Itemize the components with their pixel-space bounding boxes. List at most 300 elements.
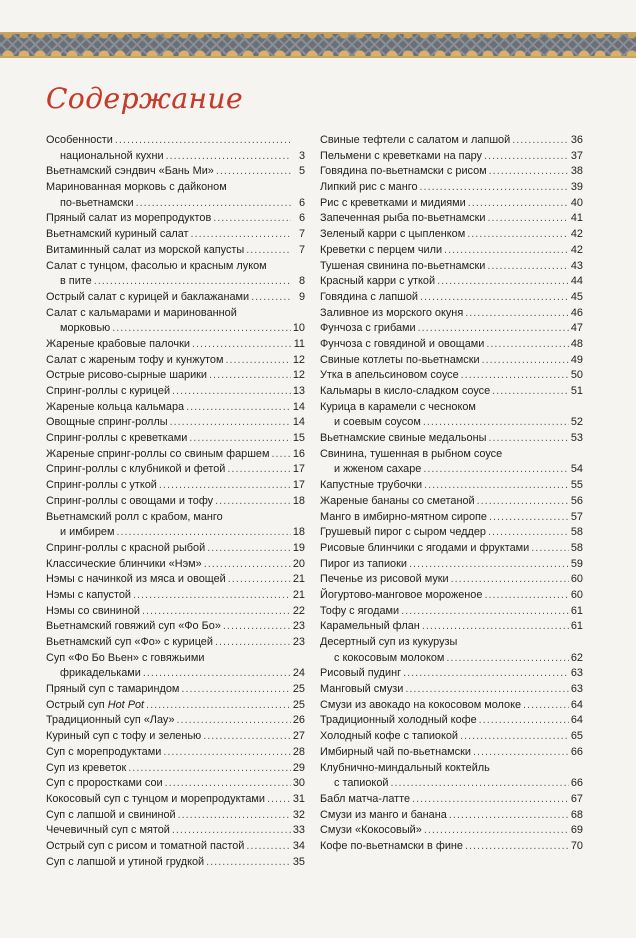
toc-entry-title: Пирог из тапиоки [320,557,407,570]
toc-leader-dots [209,368,291,384]
toc-entry-title: Имбирный чай по-вьетнамски [320,745,471,758]
toc-page-number: 14 [292,400,305,413]
toc-page-number: 6 [298,212,305,225]
toc-leader-dots [420,180,569,196]
toc-page-number: 25 [292,683,305,696]
toc-entry-title: Традиционный суп «Лау» [46,714,175,727]
toc-entry-title: Спринг-роллы с креветками [46,432,188,445]
toc-entry [46,274,305,290]
toc-page-number: 51 [570,385,583,397]
toc-leader-dots [488,431,568,447]
toc-entry-title: Запеченная рыба по-вьетнамски [320,212,486,225]
toc-page-number: 44 [570,275,583,288]
toc-entry-title: Чечевичный суп с мятой [46,824,170,837]
toc-entry-title: Острый суп с рисом и томатной пастой [46,839,245,852]
toc-entry-title: Суп из креветок [46,761,127,774]
toc-page-number: 42 [570,243,583,256]
toc-entry [320,478,583,494]
toc-leader-dots [465,839,569,855]
toc-leader-dots [136,196,291,212]
toc-page-number: 15 [292,432,305,445]
toc-entry [46,180,305,196]
toc-page-number: 21 [292,588,305,601]
toc-leader-dots [170,415,291,431]
toc-leader-dots [143,666,291,682]
toc-leader-dots [189,431,291,447]
toc-entry [46,384,305,400]
toc-entry-title: Салат с жареным тофу и кунжутом [46,353,224,366]
toc-page-number: 59 [570,557,583,570]
toc-entry [46,321,305,337]
toc-entry [46,164,305,180]
toc-leader-dots [465,306,569,322]
page-title: Содержание [46,82,244,115]
toc-page-number: 21 [292,573,305,586]
toc-leader-dots [424,823,569,839]
toc-page-number: 63 [570,667,583,680]
toc-entry-title: Говядина по-вьетнамски с рисом [320,165,487,178]
toc-entry [320,133,583,149]
toc-entry [46,572,305,588]
toc-entry [46,808,305,824]
toc-leader-dots [223,619,291,635]
toc-entry-title: Бабл матча-латте [320,792,411,805]
toc-entry-title: Спринг-роллы с овощами и тофу [46,494,214,507]
toc-leader-dots [477,494,569,510]
toc-entry-title: Салат с кальмарами и маринованной [46,306,237,319]
toc-page-number: 8 [298,275,305,288]
toc-leader-dots [531,541,569,557]
toc-entry-title: Острый суп Hot Pot [46,698,145,711]
toc-entry-title: с тапиокой [334,777,389,790]
toc-entry [320,698,583,714]
toc-page-number: 47 [570,322,583,335]
toc-entry [320,666,583,682]
toc-page-number: 45 [570,290,583,303]
toc-page-number: 12 [292,353,305,366]
toc-entry-title: Витаминный салат из морской капусты [46,243,245,256]
toc-leader-dots [486,337,569,353]
toc-leader-dots [467,227,569,243]
toc-entry [320,604,583,620]
toc-page-number: 31 [292,792,305,805]
toc-entry [46,651,305,667]
toc-entry-title: Зеленый карри с цыпленком [320,228,466,241]
toc-page-number: 55 [570,479,583,492]
toc-leader-dots [444,243,569,259]
toc-page-number: 3 [298,149,305,162]
toc-entry [46,510,305,526]
toc-entry-title: Маринованная морковь с дайконом [46,181,227,194]
toc-entry-title: Манго в имбирно-мятном сиропе [320,510,487,523]
toc-page-number: 33 [292,824,305,837]
toc-entry [46,415,305,431]
toc-page-number: 14 [292,416,305,429]
toc-leader-dots [418,321,569,337]
toc-leader-dots [420,290,569,306]
toc-entry [46,776,305,792]
toc-entry-title: Кофе по-вьетнамски в фине [320,839,463,852]
toc-entry-title: Тофу с ягодами [320,604,400,617]
toc-leader-dots [271,447,290,463]
toc-page-number: 64 [570,698,583,711]
toc-entry-title: Креветки с перцем чили [320,243,443,256]
toc-leader-dots [203,729,291,745]
toc-entry [320,761,583,777]
toc-entry [320,823,583,839]
toc-entry-title: Суп «Фо Бо Вьен» с говяжьими [46,651,205,664]
toc-page-number: 13 [292,385,305,397]
toc-page-number: 9 [298,290,305,303]
toc-entry [320,525,583,541]
toc-leader-dots [94,274,291,290]
toc-page-number: 65 [570,730,583,743]
toc-page-number: 34 [292,839,305,852]
toc-entry-title: Спринг-роллы с курицей [46,385,171,397]
toc-leader-dots [133,588,291,604]
toc-page-number: 20 [292,557,305,570]
toc-leader-dots [482,353,569,369]
toc-leader-dots [488,211,569,227]
toc-page-number: 26 [292,714,305,727]
toc-leader-dots [449,808,569,824]
toc-leader-dots [146,698,291,714]
toc-entry [46,525,305,541]
toc-entry-title: Нэмы с капустой [46,588,131,601]
toc-entry-title: Красный карри с уткой [320,275,436,288]
toc-entry [46,682,305,698]
toc-leader-dots [216,164,291,180]
toc-leader-dots [115,133,291,149]
toc-leader-dots [191,227,291,243]
toc-entry [320,462,583,478]
toc-leader-dots [227,462,290,478]
toc-leader-dots [251,290,291,306]
toc-entry-title: Утка в апельсиновом соусе [320,369,459,382]
toc-leader-dots [228,572,291,588]
toc-entry [320,541,583,557]
toc-entry [46,588,305,604]
toc-leader-dots [423,415,569,431]
toc-entry-title: Заливное из морского окуня [320,306,464,319]
toc-entry-title: Традиционный холодный кофе [320,714,477,727]
toc-page-number: 52 [570,416,583,429]
toc-column-right [320,133,583,855]
toc-entry [320,572,583,588]
toc-page-number: 62 [570,651,583,664]
toc-entry-title: Нэмы с начинкой из мяса и овощей [46,573,226,586]
toc-entry-title: Нэмы со свининой [46,604,140,617]
toc-entry-title: Острые рисово-сырные шарики [46,369,208,382]
toc-entry [320,651,583,667]
decorative-border-band [0,32,636,58]
toc-entry-title: морковью [60,322,111,335]
toc-entry [320,792,583,808]
toc-leader-dots [403,666,569,682]
toc-entry-title: Капустные трубочки [320,479,423,492]
toc-entry [46,431,305,447]
toc-entry-title: Фунчоза с говядиной и овощами [320,337,485,350]
toc-entry-title: Кальмары в кисло-сладком соусе [320,385,491,397]
toc-leader-dots [405,682,569,698]
toc-entry-title: Вьетнамский ролл с крабом, манго [46,510,223,523]
toc-entry [46,494,305,510]
toc-entry [320,776,583,792]
toc-leader-dots [451,572,569,588]
toc-leader-dots [246,839,291,855]
toc-entry [320,290,583,306]
toc-entry [46,792,305,808]
toc-entry-title: Вьетнамский суп «Фо» с курицей [46,636,213,648]
toc-entry-title: Рисовые блинчики с ягодами и фруктами [320,541,530,554]
toc-entry-title: Фунчоза с грибами [320,322,416,335]
toc-entry [46,259,305,275]
toc-entry-title: по-вьетнамски [60,196,134,209]
toc-entry [320,713,583,729]
toc-entry-title: Спринг-роллы с красной рыбой [46,541,206,554]
toc-entry-title: Вьетнамские свиные медальоны [320,432,487,445]
toc-entry-title: Куриный суп с тофу и зеленью [46,730,202,743]
toc-page-number: 48 [570,337,583,350]
toc-entry [46,400,305,416]
toc-entry-title: и имбирем [60,526,115,539]
toc-entry-title: Суп с лапшой и утиной грудкой [46,855,205,868]
toc-entry-title: Карамельный флан [320,620,420,633]
toc-leader-dots [489,510,569,526]
toc-entry [320,149,583,165]
toc-entry [320,682,583,698]
toc-page-number: 17 [292,479,305,492]
toc-entry-title: Говядина с лапшой [320,290,418,303]
toc-leader-dots [401,604,569,620]
toc-page-number: 10 [292,322,305,335]
toc-page-number: 54 [570,463,583,476]
toc-entry-title: Свинина, тушенная в рыбном соусе [320,447,503,460]
toc-entry [320,839,583,855]
toc-leader-dots [409,557,569,573]
toc-entry-title: Спринг-роллы с клубникой и фетой [46,463,226,476]
toc-entry [46,353,305,369]
toc-entry [46,211,305,227]
toc-leader-dots [423,462,569,478]
toc-entry-title: Рис с креветками и мидиями [320,196,466,209]
toc-entry [320,353,583,369]
toc-page-number: 27 [292,730,305,743]
toc-leader-dots [446,651,568,667]
toc-entry [46,306,305,322]
toc-page-number: 38 [570,165,583,178]
toc-entry-title: Свиные тефтели с салатом и лапшой [320,134,511,146]
toc-entry-title: Тушеная свинина по-вьетнамски [320,259,486,272]
toc-entry [46,729,305,745]
toc-entry [46,823,305,839]
toc-entry [320,447,583,463]
toc-page-number: 41 [570,212,583,225]
toc-page-number: 11 [293,337,305,350]
toc-page-number: 12 [292,369,305,382]
toc-entry-title: Пельмени с креветками на пару [320,149,483,162]
toc-page-number: 7 [298,243,305,256]
toc-entry [46,368,305,384]
toc-page-number: 67 [570,792,583,805]
toc-entry [320,337,583,353]
toc-page-number: 7 [298,228,305,241]
toc-leader-dots [116,525,290,541]
toc-entry [320,274,583,290]
toc-leader-dots [424,478,569,494]
toc-entry [46,447,305,463]
toc-entry [46,243,305,259]
toc-leader-dots [225,353,290,369]
toc-entry-title: национальной кухни [60,149,164,162]
toc-page-number: 58 [570,541,583,554]
toc-entry [320,729,583,745]
toc-page-number: 46 [570,306,583,319]
toc-page-number: 28 [292,745,305,758]
toc-entry-title: Вьетнамский говяжий суп «Фо Бо» [46,620,221,633]
toc-leader-dots [479,713,569,729]
toc-leader-dots [267,792,291,808]
toc-page-number: 18 [292,494,305,507]
toc-leader-dots [246,243,291,259]
toc-leader-dots [112,321,291,337]
toc-page-number: 50 [570,369,583,382]
toc-entry [46,635,305,651]
toc-page-number: 5 [298,165,305,178]
toc-entry [46,761,305,777]
toc-leader-dots [460,729,569,745]
toc-entry-title: Смузи из авокадо на кокосовом молоке [320,698,522,711]
toc-leader-dots [215,635,291,651]
toc-entry-title: Салат с тунцом, фасолью и красным луком [46,259,267,272]
toc-leader-dots [177,713,291,729]
toc-entry-title: Грушевый пирог с сыром чеддер [320,526,486,539]
toc-leader-dots [206,855,291,871]
toc-page-number: 23 [292,620,305,633]
toc-leader-dots [487,259,569,275]
toc-entry [320,635,583,651]
toc-page-number: 68 [570,808,583,821]
toc-entry-title: Особенности [46,134,113,146]
toc-entry [320,368,583,384]
toc-leader-dots [473,745,569,761]
toc-entry [320,180,583,196]
toc-entry-title: Клубнично-миндальный коктейль [320,761,490,774]
toc-entry-title: Пряный суп с тамариндом [46,683,180,696]
toc-page-number: 25 [292,698,305,711]
toc-entry [320,211,583,227]
toc-leader-dots [512,133,569,149]
toc-leader-dots [484,149,569,165]
toc-page-number: 64 [570,714,583,727]
toc-entry-title: Жареные спринг-роллы со свиным фаршем [46,447,270,460]
toc-leader-dots [172,823,291,839]
toc-leader-dots [488,525,569,541]
toc-leader-dots [437,274,569,290]
toc-entry-title: Овощные спринг-роллы [46,416,168,429]
toc-entry [46,337,305,353]
toc-entry-title: с кокосовым молоком [334,651,445,664]
toc-entry [46,290,305,306]
toc-page-number: 61 [570,620,583,633]
toc-entry-title: Смузи из манго и банана [320,808,447,821]
toc-page-number: 19 [292,541,305,554]
toc-entry [46,698,305,714]
toc-entry [320,164,583,180]
toc-entry [46,149,305,165]
toc-entry-title: Классические блинчики «Нэм» [46,557,202,570]
toc-column-left [46,133,305,870]
toc-page-number: 29 [292,761,305,774]
toc-page-number: 42 [570,228,583,241]
toc-entry [46,619,305,635]
toc-entry [46,839,305,855]
toc-leader-dots [178,808,291,824]
toc-entry [46,462,305,478]
toc-page-number: 60 [570,573,583,586]
toc-entry [320,431,583,447]
toc-entry-title: Суп с проростками сои [46,777,163,790]
toc-entry-title: Острый салат с курицей и баклажанами [46,290,250,303]
toc-leader-dots [163,745,291,761]
toc-entry [320,808,583,824]
toc-page-number: 24 [292,667,305,680]
toc-page-number: 36 [570,134,583,146]
toc-page-number: 69 [570,824,583,837]
toc-leader-dots [181,682,290,698]
toc-entry-title: и соевым соусом [334,416,421,429]
toc-leader-dots [523,698,569,714]
toc-entry [46,557,305,573]
toc-entry [46,478,305,494]
toc-entry [320,321,583,337]
toc-page-number: 40 [570,196,583,209]
toc-entry [46,666,305,682]
toc-page-number: 56 [570,494,583,507]
toc-entry [320,557,583,573]
toc-entry-title: Манговый смузи [320,683,404,696]
toc-entry-title: Курица в карамели с чесноком [320,400,476,413]
toc-page-number: 53 [570,432,583,445]
toc-entry [46,713,305,729]
toc-entry-title: Рисовый пудинг [320,667,402,680]
toc-page-number: 22 [292,604,305,617]
toc-leader-dots [461,368,569,384]
toc-page-number: 66 [570,777,583,790]
toc-page-number: 49 [570,353,583,366]
toc-page-number: 17 [292,463,305,476]
toc-entry-title: Вьетнамский куриный салат [46,228,189,241]
toc-leader-dots [489,164,569,180]
toc-leader-dots [207,541,291,557]
toc-page-number: 61 [570,604,583,617]
toc-entry [46,227,305,243]
toc-page-number: 39 [570,181,583,194]
toc-entry [320,745,583,761]
toc-page-number: 66 [570,745,583,758]
toc-leader-dots [215,494,291,510]
toc-page-number: 18 [292,526,305,539]
toc-entry [320,306,583,322]
toc-page-number: 70 [570,839,583,852]
toc-entry [320,384,583,400]
toc-entry [46,133,305,149]
toc-entry [320,243,583,259]
toc-leader-dots [186,400,291,416]
toc-entry-title: Жареные кольца кальмара [46,400,185,413]
toc-page-number: 43 [570,259,583,272]
toc-entry [320,259,583,275]
